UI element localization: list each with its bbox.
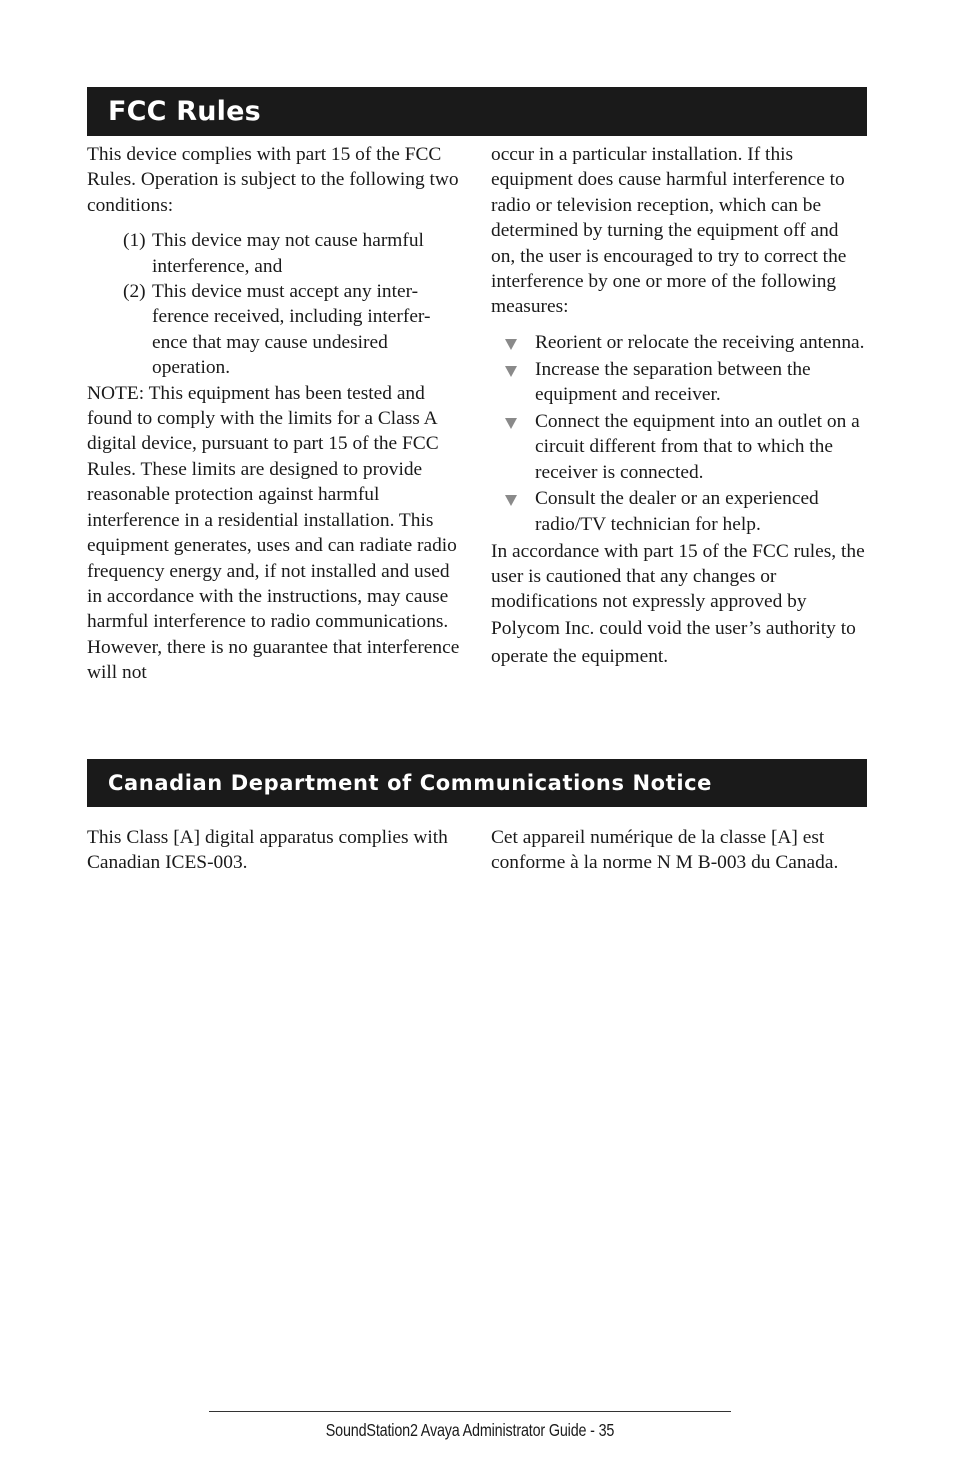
footer-divider [209, 1411, 731, 1412]
condition-text: This device may not cause harmful interference, and [152, 230, 424, 277]
fcc-caution-text: In accordance with part 15 of the FCC rules, the user is cautioned that any changes or modifications not expressly approved by Polycom Inc. could void the [491, 540, 865, 639]
condition-item [87, 228, 462, 279]
triangle-bullet-icon [505, 366, 517, 377]
canadian-french-column [491, 825, 867, 876]
measure-text: Connect the equipment into an outlet on a circuit different from that to which the receiver is connected. [535, 410, 860, 483]
fcc-continued-paragraph: occur in a particular installation. If this equipment does cause harmful interference to radio or television reception, which can be determined by turning the equipment off and on, the user is encouraged to try to correct the interference by one or more of the following measures: [491, 144, 847, 318]
triangle-bullet-icon [505, 495, 517, 506]
fcc-rules-heading-text: FCC Rules [108, 96, 261, 127]
condition-number: (1) [123, 230, 146, 252]
measure-text: Reorient or relocate the receiving antenna. [535, 331, 865, 353]
measure-item [491, 409, 867, 485]
measure-text: Consult the dealer or an experienced radio/TV technician for help. [535, 488, 819, 535]
fcc-caution-end-text: user’s authority to operate the equipment. [491, 617, 856, 668]
condition-item [87, 279, 462, 381]
measure-text: Increase the separation between the equipment and receiver. [535, 358, 811, 406]
condition-number: (2) [123, 281, 146, 303]
canadian-french-text: Cet appareil numérique de la classe [A] est conforme à la norme N M B-003 du Canada. [491, 827, 839, 874]
triangle-bullet-icon [505, 418, 517, 429]
canadian-english-text: This Class [A] digital apparatus complies with Canadian ICES-003. [87, 827, 448, 874]
fcc-intro-paragraph: This device complies with part 15 of the FCC Rules. Operation is subject to the following two conditions: [87, 144, 459, 216]
triangle-bullet-icon [505, 339, 517, 350]
fcc-left-column [87, 142, 462, 686]
fcc-right-column [491, 142, 867, 672]
page-footer: SoundStation2 Avaya Administrator Guide - 35 [325, 1420, 615, 1440]
fcc-rules-heading [87, 87, 867, 136]
canadian-english-column [87, 825, 462, 876]
canadian-notice-heading-text: Canadian Department of Communications Notice [108, 771, 713, 795]
measure-item [491, 486, 867, 537]
canadian-notice-heading [87, 759, 867, 807]
measure-item [491, 357, 867, 408]
fcc-conditions-list [87, 228, 462, 380]
measure-item [491, 330, 867, 355]
condition-text: This device must accept any inter-ference received, including interfer-ence that may cause undesired operation. [152, 281, 431, 379]
fcc-measures-list [491, 330, 867, 537]
fcc-caution-paragraph [491, 539, 867, 672]
fcc-note-paragraph: NOTE: This equipment has been tested and found to comply with the limits for a Class A digital device, pursuant to part 15 of the FCC Rules. These limits are designed to provide reasonable protection against harmful interference in a residential installation. This equipment generates, uses and can radiate radio frequency energy and, if not installed and used in accordance with the instructions, may cause harmful interference to radio communications. However, there is no guarantee that interference will not [87, 382, 460, 684]
